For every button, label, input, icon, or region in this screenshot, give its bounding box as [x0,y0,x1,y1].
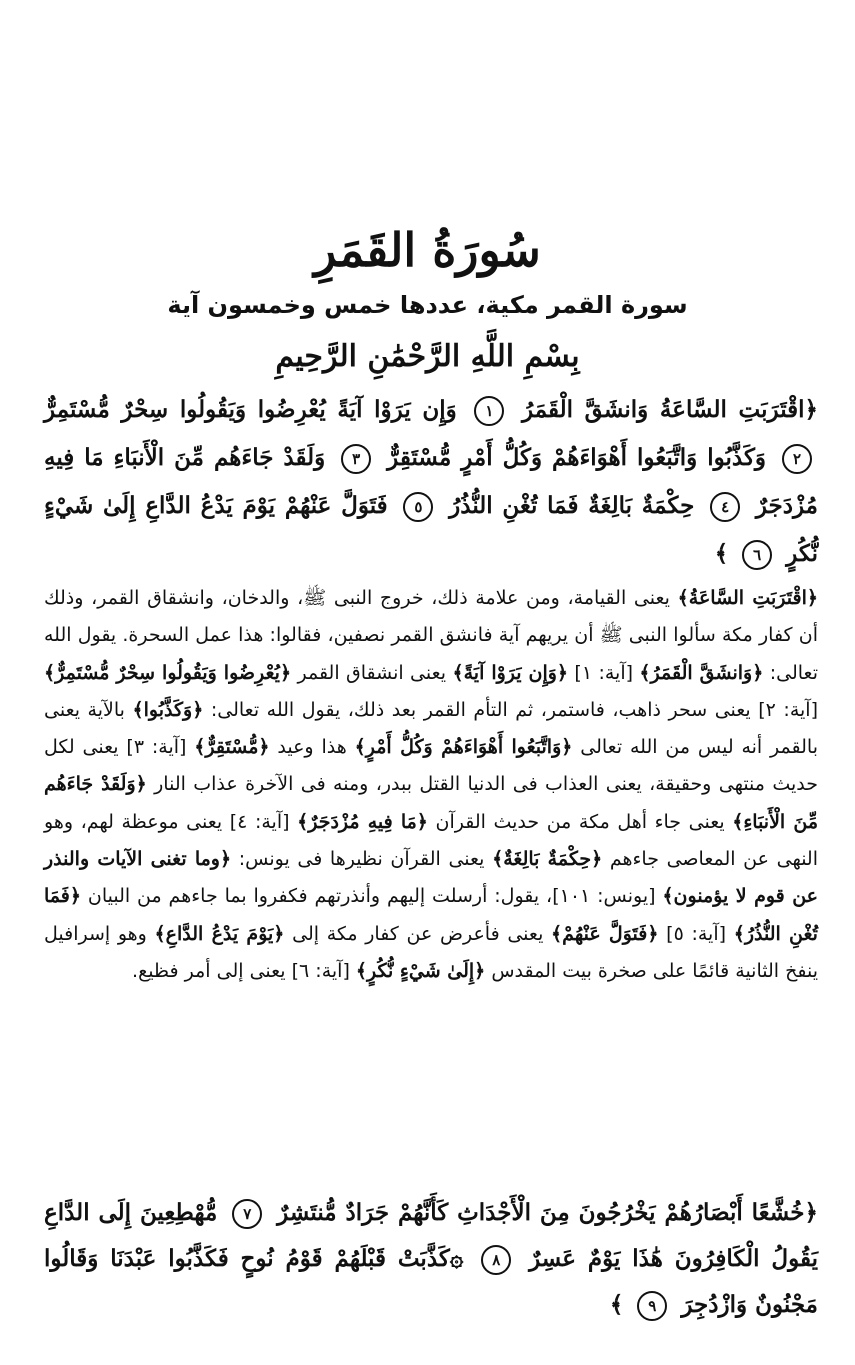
verse-reference: [آية: ٥] [658,922,734,945]
verse-number-marker: ٦ [742,540,772,570]
quoted-verse: ﴿يُعْرِضُوا وَيَقُولُوا سِحْرٌ مُّسْتَمِرٌّ﴾ [44,661,292,684]
verse-text: وَإِن يَرَوْا آيَةً يُعْرِضُوا وَيَقُولُوا سِحْرٌ مُّسْتَمِرٌّ [44,396,457,423]
surah-subtitle: سورة القمر مكية، عددها خمس وخمسون آية [167,291,688,319]
quoted-verse: ﴿وَكَذَّبُوا﴾ [132,698,204,721]
verse-text: ۞كَذَّبَتْ قَبْلَهُمْ قَوْمُ نُوحٍ فَكَذَّبُوا عَبْدَنَا وَقَالُوا مَجْنُونٌ وَازْدُجِرَ [44,1245,818,1318]
verse-reference: [آية: ١] [568,661,640,684]
commentary-text: يعنى لكل حديث منتهى وحقيقة، يعنى العذاب فى الدنيا القتل ببدر، ومنه فى الآخرة عذاب النار [44,736,818,796]
verse-reference: [يونس: ١٠١] [552,885,663,908]
verse-text: ﴿اقْتَرَبَتِ السَّاعَةُ وَانشَقَّ الْقَمَرُ [522,396,818,423]
closing-bracket: ﴾ [714,540,729,567]
verse-reference: [آية: ٢] [750,698,818,721]
quoted-verse: ﴿مَا فِيهِ مُزْدَجَرٌ﴾ [297,810,428,833]
verse-number-marker: ١ [474,396,504,426]
surah-title: سُورَةُ القَمَرِ [314,223,541,277]
quoted-verse: ﴿اقْتَرَبَتِ السَّاعَةُ﴾ [677,587,818,609]
commentary-text: يعنى موعظة لهم، وهو النهى عن المعاصى جاءهم [44,810,818,871]
verse-number-marker: ٩ [637,1291,667,1321]
cross-reference-verse: ﴿وما تغنى الآيات والنذر عن قوم لا يؤمنون﴾ [44,848,818,908]
verse-text: ﴿خُشَّعًا أَبْصَارُهُمْ يَخْرُجُونَ مِنَ الْأَجْدَاثِ كَأَنَّهُمْ جَرَادٌ مُّنتَشِرٌ [277,1199,818,1226]
commentary-text: يعنى القيامة، ومن علامة ذلك، خروج النبى ﷺ، والدخان، وانشقاق القمر، وذلك أن كفار مكة سألوا النبى ﷺ أن يريهم آية فانشق القمر نصفين، فقالوا: هذا عمل السحرة. يقول الله تعالى: [44,587,818,684]
commentary-text: يعنى فأعرض عن كفار مكة إلى [284,922,552,945]
quoted-verse: ﴿إِلَىٰ شَيْءٍ نُّكُرٍ﴾ [355,959,486,982]
verse-number-marker: ٤ [710,492,740,522]
quoted-verse: ﴿حِكْمَةٌ بَالِغَةٌ﴾ [492,848,603,871]
commentary-block [44,580,818,990]
closing-bracket: ﴾ [609,1291,624,1318]
verse-number-marker: ٥ [403,492,433,522]
verse-number-marker: ٣ [341,444,371,474]
commentary-text: ، يقول: أرسلت إليهم وأنذرتهم فكفروا بما جاءهم من البيان [81,885,553,908]
quran-verses-block [44,386,818,578]
commentary-text: هذا وعيد [269,736,355,759]
quoted-verse: ﴿وَاتَّبَعُوا أَهْوَاءَهُمْ وَكُلُّ أَمْرٍ﴾ [354,736,573,759]
quoted-verse: ﴿فَتَوَلَّ عَنْهُمْ﴾ [551,922,659,945]
verse-text: حِكْمَةٌ بَالِغَةٌ فَمَا تُغْنِ النُّذُرُ [449,492,695,519]
quoted-verse: ﴿يَوْمَ يَدْعُ الدَّاعِ﴾ [154,922,285,945]
verse-reference: [آية: ٤] [222,810,298,833]
commentary-text: يعنى انشقاق القمر [291,661,453,684]
verse-text: وَلَقَدْ جَاءَهُم مِّنَ الْأَنبَاءِ مَا فِيهِ مُزْدَجَرٌ [44,444,819,519]
quoted-verse: ﴿فَمَا تُغْنِ النُّذُرُ﴾ [44,885,818,945]
quoted-verse: ﴿وَإِن يَرَوْا آيَةً﴾ [452,661,569,684]
basmala: بِسْمِ اللَّهِ الرَّحْمَٰنِ الرَّحِيمِ [275,339,580,374]
commentary-text: يعنى سحر ذاهب، فاستمر، ثم التأم القمر بعد ذلك، يقول الله تعالى: [203,698,751,721]
verse-number-marker: ٨ [481,1245,511,1275]
quoted-verse: ﴿وَلَقَدْ جَاءَهُم مِّنَ الْأَنبَاءِ﴾ [44,773,818,833]
commentary-text: وهو إسرافيل ينفخ الثانية قائمًا على صخرة بيت المقدس [44,922,818,982]
verse-number-marker: ٧ [232,1199,262,1229]
quran-verses-block-2 [44,1190,818,1328]
commentary-text: بالآية يعنى بالقمر أنه ليس من الله تعالى [44,698,818,759]
commentary-text: يعنى جاء أهل مكة من حديث القرآن [427,810,733,833]
verse-reference: [آية: ٣] [118,736,195,759]
commentary-text: يعنى القرآن نظيرها فى يونس: [231,848,493,871]
quoted-verse: ﴿مُّسْتَقِرٌّ﴾ [194,736,270,759]
verse-number-marker: ٢ [782,444,812,474]
verse-text: وَكَذَّبُوا وَاتَّبَعُوا أَهْوَاءَهُمْ وَكُلُّ أَمْرٍ مُّسْتَقِرٌّ [387,444,767,471]
commentary-text: يعنى إلى أمر فظيع. [132,959,286,982]
verse-text: مُّهْطِعِينَ إِلَى الدَّاعِ يَقُولُ الْكَافِرُونَ هَٰذَا يَوْمٌ عَسِرٌ [44,1199,819,1272]
quoted-verse: ﴿وَانشَقَّ الْقَمَرُ﴾ [639,661,764,684]
verse-text: فَتَوَلَّ عَنْهُمْ يَوْمَ يَدْعُ الدَّاعِ إِلَىٰ شَيْءٍ نُّكُرٍ [44,492,818,567]
verse-reference: [آية: ٦] [285,959,356,982]
